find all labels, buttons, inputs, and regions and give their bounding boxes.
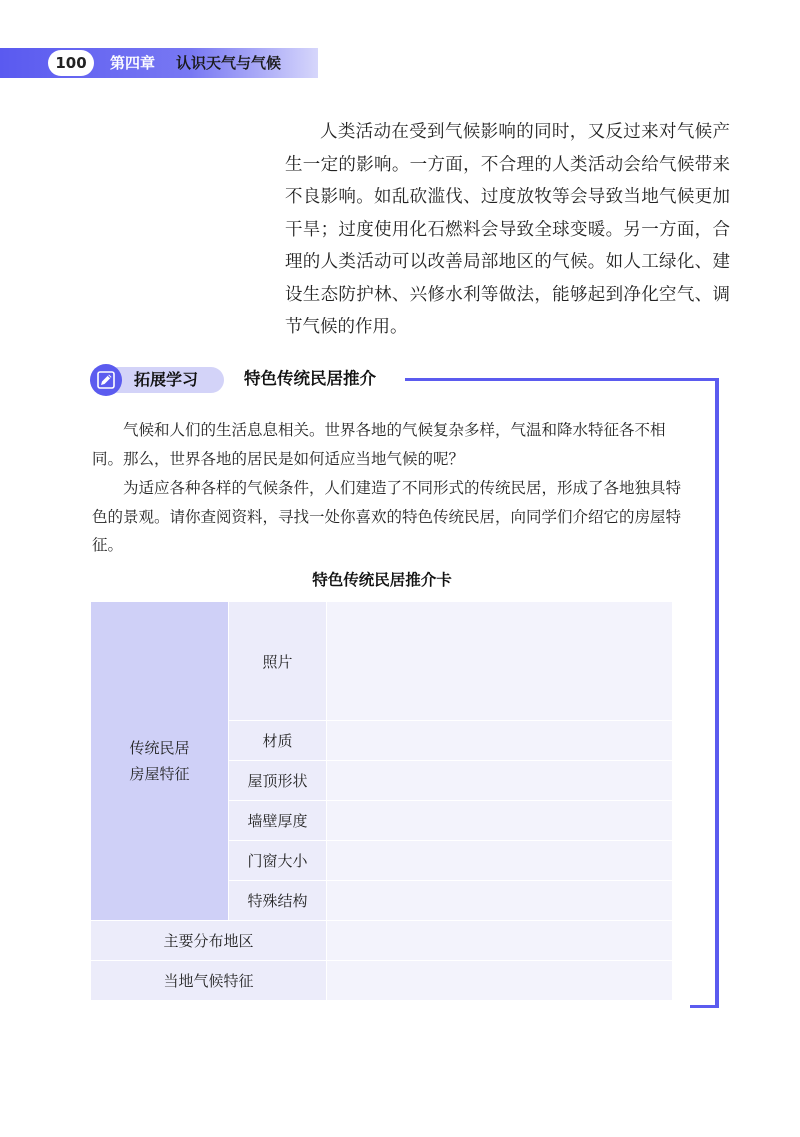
page-number: 100 — [48, 50, 94, 76]
value-cell-structure[interactable] — [327, 881, 673, 921]
value-cell-window[interactable] — [327, 841, 673, 881]
chapter-title: 认识天气与气候 — [176, 54, 282, 72]
value-cell-material[interactable] — [327, 721, 673, 761]
section-frame-right-line — [715, 378, 719, 1008]
category-cell — [91, 602, 229, 921]
section-frame-bottom-line — [690, 1005, 719, 1008]
sub-row-label: 门窗大小 — [229, 841, 327, 881]
sub-row-label: 屋顶形状 — [229, 761, 327, 801]
value-cell-wall[interactable] — [327, 801, 673, 841]
sub-row-label: 照片 — [229, 602, 327, 721]
wide-row-label: 当地气候特征 — [91, 961, 327, 1001]
value-cell-photo[interactable] — [327, 602, 673, 721]
extension-paragraph-2: 为适应各种各样的气候条件，人们建造了不同形式的传统民居，形成了各地独具特色的景观。请你查阅资料，寻找一处你喜欢的特色传统民居，向同学们介绍它的房屋特征。 — [92, 479, 682, 554]
value-cell-climate[interactable] — [327, 961, 673, 1001]
pencil-icon — [90, 364, 122, 396]
table-row — [91, 921, 673, 961]
value-cell-roof[interactable] — [327, 761, 673, 801]
table-title: 特色传统民居推介卡 — [312, 571, 452, 589]
sub-row-label: 墙壁厚度 — [229, 801, 327, 841]
main-paragraph: 人类活动在受到气候影响的同时，又反过来对气候产生一定的影响。一方面，不合理的人类活动会给气候带来不良影响。如乱砍滥伐、过度放牧等会导致当地气候更加干旱；过度使用化石燃料会导致全球变暖。另一方面，合理的人类活动可以改善局部地区的气候。如人工绿化、建设生态防护林、兴修水利等做法，能够起到净化空气、调节气候的作用。 — [285, 122, 730, 337]
recommendation-card-table — [90, 601, 673, 1001]
table-row — [91, 961, 673, 1001]
extension-label: 拓展学习 — [134, 370, 199, 389]
value-cell-region[interactable] — [327, 921, 673, 961]
category-label: 传统民居 房屋特征 — [129, 739, 190, 783]
extension-paragraph-1: 气候和人们的生活息息相关。世界各地的气候复杂多样，气温和降水特征各不相同。那么，世界各地的居民是如何适应当地气候的呢？ — [92, 421, 666, 468]
extension-topic: 特色传统民居推介 — [244, 369, 376, 388]
table-row — [91, 602, 673, 721]
section-frame-top-line — [405, 378, 717, 381]
wide-row-label: 主要分布地区 — [91, 921, 327, 961]
sub-row-label: 材质 — [229, 721, 327, 761]
sub-row-label: 特殊结构 — [229, 881, 327, 921]
chapter-label: 第四章 — [110, 54, 156, 72]
